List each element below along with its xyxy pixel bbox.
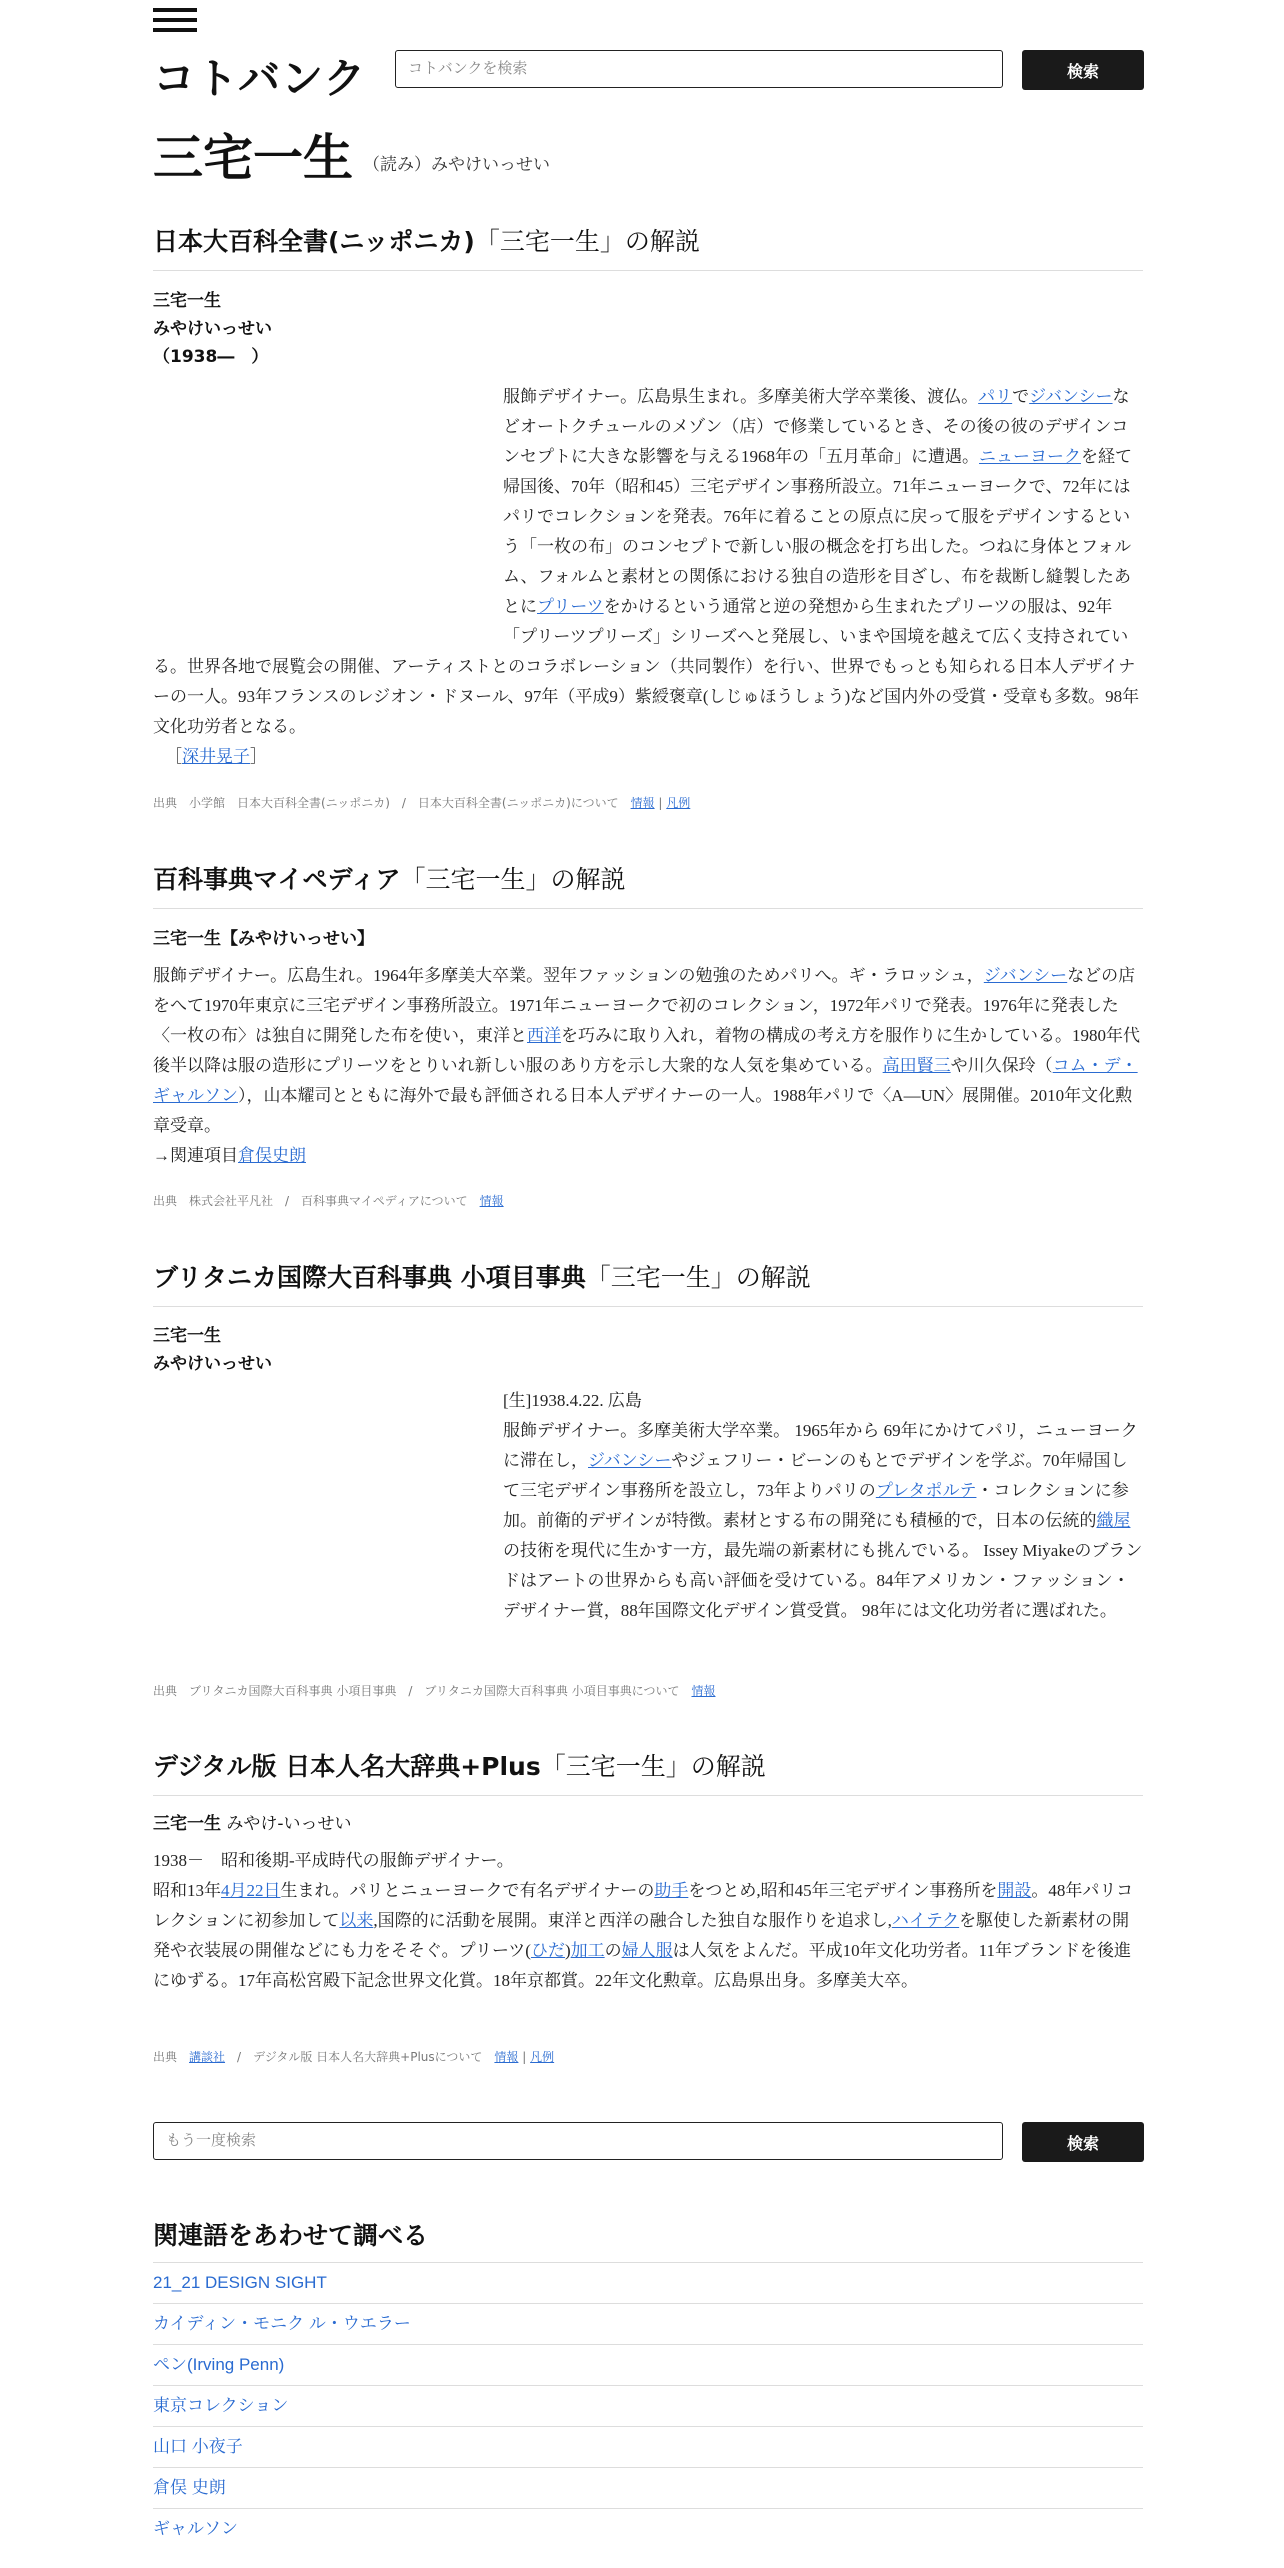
- source-info-link[interactable]: 情報: [494, 2050, 519, 2064]
- section-heading-source: ブリタニカ国際大百科事典 小項目事典: [153, 1263, 586, 1292]
- text-run: の: [604, 1941, 622, 1960]
- text-run: ），山本耀司とともに海外で最も評価される日本人デザイナーの一人。1988年パリで〈A―UN〉展開催。2010年文化勲章受章。: [153, 1086, 1133, 1135]
- section-heading-jinmei: [153, 1747, 1143, 1796]
- text-run: 。48年パリコレクションに初参加して: [153, 1881, 1134, 1930]
- entry-body-nipponica: [153, 382, 1143, 772]
- entry-header-nipponica: [153, 287, 272, 371]
- author-bracket: ］: [250, 747, 267, 766]
- search-again-input[interactable]: もう一度検索: [153, 2122, 1003, 2160]
- source-publisher-link[interactable]: 講談社: [189, 2050, 226, 2064]
- related-label: →関連項目: [153, 1146, 238, 1165]
- related-item[interactable]: カイディン・モニク ル・ウエラー: [153, 2303, 1143, 2344]
- text-run: 服飾デザイナー。広島県生まれ。多摩美術大学卒業後、渡仏。: [503, 387, 979, 406]
- text-run: などオートクチュールのメゾン（店）で修業しているとき、その後の彼のデザインコンセプトに大きな影響を与える1968年の「五月革命」に遭遇。: [503, 387, 1130, 466]
- section-heading-suffix: 「三宅一生」の解説: [585, 1263, 811, 1292]
- text-run: を巧みに取り入れ，着物の構成の考え方を服作りに生かしている。1980年代後半以降は服の造形にプリーツをとりいれ新しい服のあり方を示し大衆的な人気を集めている。: [153, 1026, 1141, 1075]
- link-kaisetsu[interactable]: 開設: [997, 1881, 1032, 1900]
- link-comme-des-garcons[interactable]: コム・デ・ギャルソン: [153, 1056, 1138, 1105]
- search-input[interactable]: コトバンクを検索: [395, 50, 1003, 88]
- text-run: や川久保玲（: [950, 1056, 1053, 1075]
- link-new-york[interactable]: ニューヨーク: [979, 447, 1081, 466]
- link-givenchy[interactable]: ジバンシー: [1029, 387, 1113, 406]
- section-heading-suffix: 「三宅一生」の解説: [400, 865, 626, 894]
- page-reading: （読み）みやけいっせい: [363, 155, 550, 175]
- related-list: [153, 2262, 1143, 2549]
- text-run: ,国際的に活動を展開。東洋と西洋の融合した独自な服作りを追求し,: [373, 1911, 892, 1930]
- text-run: は人気をよんだ。平成10年文化功労者。11年ブランドを後進にゆずる。17年高松宮殿下記念世界文化賞。18年京都賞。22年文化勲章。広島県出身。多摩美大卒。: [153, 1941, 1132, 1990]
- source-text: 出典 ブリタニカ国際大百科事典 小項目事典 / ブリタニカ国際大百科事典 小項目事典について: [153, 1684, 692, 1698]
- text-run: を経て帰国後、70年（昭和45）三宅デザイン事務所設立。71年ニューヨークで、72年にはパリでコレクションを発表。76年に着ることの原点に戻って服をデザインするという「一枚の布」のコンセプトで新しい服の概念を打ち出した。つねに身体とフォルム、フォルムと素材との関係における独自の造形を目ざし、布を裁断し縫製したあとに: [503, 447, 1132, 616]
- source-info-link[interactable]: 情報: [630, 796, 655, 810]
- text-run: などの店をへて1970年東京に三宅デザイン事務所設立。1971年ニューヨークで初のコレクション，1972年パリで発表。1976年に発表した〈一枚の布〉は独自に開発した布を使い，東洋と: [153, 966, 1136, 1045]
- link-kakou[interactable]: 加工: [570, 1941, 605, 1960]
- related-title: 関連語をあわせて調べる: [153, 2221, 429, 2250]
- source-text: 出典: [153, 2050, 190, 2064]
- link-pleats[interactable]: プリーツ: [537, 597, 604, 616]
- link-fujinfuku[interactable]: 婦人服: [621, 1941, 673, 1960]
- related-item[interactable]: 21_21 DESIGN SIGHT: [153, 2262, 1143, 2303]
- entry-years: （1938― ）: [153, 347, 269, 367]
- entry-name: 三宅一生: [153, 1814, 221, 1834]
- related-item[interactable]: 山口 小夜子: [153, 2426, 1143, 2467]
- era-line: 1938－ 昭和後期-平成時代の服飾デザイナー。: [153, 1851, 514, 1870]
- source-legend-link[interactable]: 凡例: [530, 2050, 555, 2064]
- section-heading-suffix: 「三宅一生」の解説: [474, 227, 700, 256]
- text-run: 服飾デザイナー。広島生れ。1964年多摩美大卒業。翌年ファッションの勉強のためパリへ。ギ・ラロッシュ，: [153, 966, 984, 985]
- text-run: をつとめ,昭和45年三宅デザイン事務所を: [688, 1881, 998, 1900]
- entry-kana: みやけいっせい: [153, 319, 272, 339]
- source-text: 出典 株式会社平凡社 / 百科事典マイペディアについて: [153, 1194, 480, 1208]
- source-info-link[interactable]: 情報: [479, 1194, 504, 1208]
- source-text: / デジタル版 日本人名大辞典+Plusについて: [225, 2050, 495, 2064]
- entry-body-britannica: [503, 1386, 1143, 1626]
- entry-name: 三宅一生: [153, 291, 221, 311]
- born-line: [生]1938.4.22. 広島: [503, 1391, 642, 1410]
- site-logo[interactable]: コトバンク: [153, 54, 367, 103]
- link-paris[interactable]: パリ: [978, 387, 1013, 406]
- link-givenchy[interactable]: ジバンシー: [588, 1451, 672, 1470]
- text-run: の技術を現代に生かす一方，最先端の新素材にも挑んでいる。 Issey Miyakeのブランドはアートの世界からも高い評価を受けている。84年アメリカン・ファッション・デザイナー賞，88年国際文化デザイン賞受賞。 98年には文化功労者に選ばれた。: [503, 1541, 1143, 1620]
- related-item[interactable]: 東京コレクション: [153, 2385, 1143, 2426]
- related-item[interactable]: ギャルソン: [153, 2508, 1143, 2549]
- page-title: 三宅一生: [153, 129, 353, 187]
- link-pret-a-porter[interactable]: プレタポルテ: [875, 1481, 977, 1500]
- section-heading-source: 百科事典マイペディア: [153, 865, 401, 894]
- link-seiyo[interactable]: 西洋: [527, 1026, 561, 1045]
- link-kuramata[interactable]: 倉俣史朗: [238, 1146, 306, 1165]
- text-run: やジェフリー・ビーンのもとでデザインを学ぶ。70年帰国して三宅デザイン事務所を設立し，73年よりパリの: [503, 1451, 1128, 1500]
- text-run: で: [1012, 387, 1030, 406]
- entry-name: 三宅一生: [153, 1326, 221, 1346]
- entry-name: 三宅一生【みやけいっせい】: [153, 929, 374, 949]
- text-run: をかけるという通常と逆の発想から生まれたプリーツの服は、92年「プリーツプリーズ」シリーズへと発展し、いまや国境を越えて広く支持されている。世界各地で展覧会の開催、アーティストとのコラボレーション（共同製作）を行い、世界でもっとも知られる日本人デザイナーの一人。93年フランスのレジオン・ドヌール、97年（平成9）紫綬褒章(しじゅほうしょう)など国内外の受賞・受章も多数。98年文化功労者となる。: [153, 597, 1140, 736]
- related-item[interactable]: ペン(Irving Penn): [153, 2344, 1143, 2385]
- source-info-link[interactable]: 情報: [691, 1684, 716, 1698]
- link-author[interactable]: 深井晃子: [182, 747, 250, 766]
- entry-kana: みやけ-いっせい: [221, 1814, 352, 1834]
- text-run: ・コレクションに参加。前衛的デザインが特徴。素材とする布の開発にも積極的で，日本の伝統的: [503, 1481, 1129, 1530]
- source-line-mypedia: [153, 1192, 504, 1209]
- source-line-britannica: [153, 1682, 716, 1699]
- source-sep: |: [654, 796, 667, 810]
- section-heading-mypedia: [153, 860, 1143, 909]
- link-givenchy[interactable]: ジバンシー: [983, 966, 1068, 985]
- entry-header-mypedia: [153, 925, 374, 953]
- search-button[interactable]: 検索: [1022, 50, 1144, 90]
- section-heading-source: デジタル版 日本人名大辞典+Plus: [153, 1752, 541, 1781]
- source-line-nipponica: [153, 794, 690, 811]
- search-again-button[interactable]: 検索: [1022, 2122, 1144, 2162]
- hamburger-menu-icon[interactable]: [153, 8, 197, 32]
- entry-body-jinmei: [153, 1846, 1143, 1996]
- link-hida[interactable]: ひだ: [530, 1941, 565, 1960]
- text-run: 服飾デザイナー。多摩美術大学卒業。 1965年から 69年にかけてパリ，ニューヨークに滞在し，: [503, 1421, 1138, 1470]
- text-run: を駆使した新素材の開発や衣装展の開催などにも力をそそぐ。プリーツ(: [153, 1911, 1130, 1960]
- section-heading-nipponica: [153, 222, 1143, 271]
- section-heading-britannica: [153, 1258, 1143, 1307]
- float-spacer: [153, 382, 503, 652]
- entry-body-mypedia: [153, 961, 1143, 1171]
- link-assistant[interactable]: 助手: [654, 1881, 689, 1900]
- link-oriya[interactable]: 織屋: [1096, 1511, 1131, 1530]
- entry-header-britannica: [153, 1322, 272, 1378]
- link-april-22[interactable]: 4月22日: [221, 1881, 281, 1900]
- source-legend-link[interactable]: 凡例: [666, 796, 691, 810]
- text-run: 昭和13年: [153, 1881, 221, 1900]
- related-item[interactable]: 倉俣 史朗: [153, 2467, 1143, 2508]
- text-run: ): [564, 1941, 571, 1960]
- author-bracket: ［: [165, 747, 182, 766]
- section-heading-source: 日本大百科全書(ニッポニカ): [153, 227, 475, 256]
- entry-kana: みやけいっせい: [153, 1354, 272, 1374]
- entry-header-jinmei: [153, 1810, 352, 1838]
- link-irai[interactable]: 以来: [339, 1911, 374, 1930]
- section-heading-suffix: 「三宅一生」の解説: [540, 1752, 766, 1781]
- link-takada-kenzo[interactable]: 高田賢三: [882, 1056, 951, 1075]
- text-run: 生まれ。パリとニューヨークで有名デザイナーの: [280, 1881, 655, 1900]
- source-sep: |: [518, 2050, 531, 2064]
- link-hitech[interactable]: ハイテク: [891, 1911, 960, 1930]
- source-text: 出典 小学館 日本大百科全書(ニッポニカ) / 日本大百科全書(ニッポニカ)について: [153, 796, 631, 810]
- source-line-jinmei: [153, 2048, 554, 2065]
